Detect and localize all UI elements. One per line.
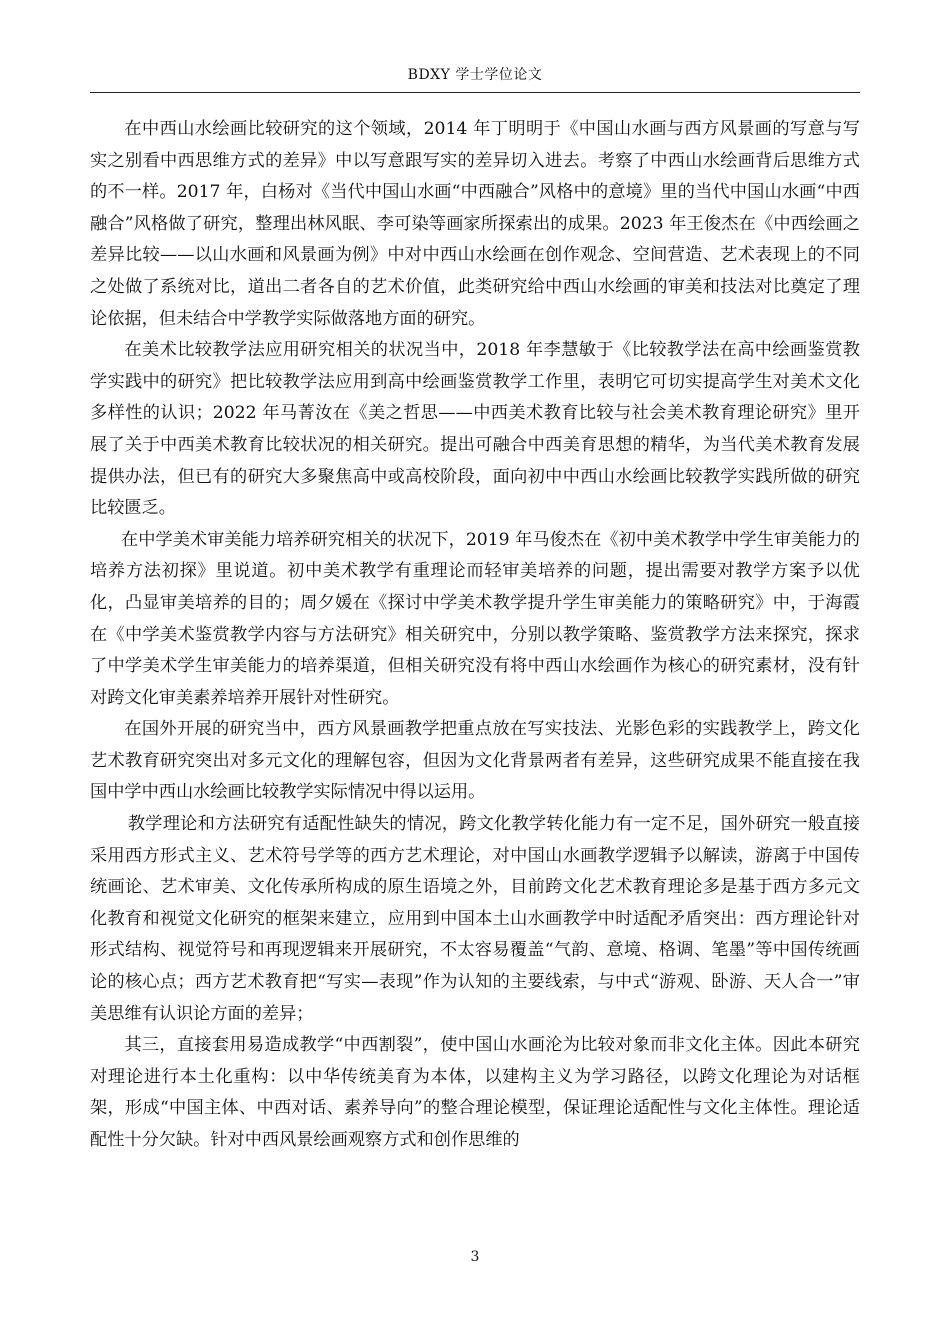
paragraph-landscape-comparison-review: 在中西山水绘画比较研究的这个领域，2014 年丁明明于《中国山水画与西方风景画的写意与写实之别看中西思维方式的差异》中以写意跟写实的差异切入进去。考察了中西山水绘画背后思维方式的不一样。2017 年，白杨对《当代中国山水画“中西融合”风格中的意境》里的当代中国山水画“中西融合”风格做了研究，整理出林风眠、李可染等画家所探索出的成果。2023 年王俊杰在《中西绘画之差异比较——以山水画和风景画为例》中对中西山水绘画在创作观念、空间营造、艺术表现上的不同之处做了系统对比，道出二者各自的艺术价值，此类研究给中西山水绘画的审美和技法对比奠定了理论依据，但未结合中学教学实际做落地方面的研究。 [90, 119, 860, 329]
paragraph-comparative-teaching-review: 在美术比较教学法应用研究相关的状况当中，2018 年李慧敏于《比较教学法在高中绘画鉴赏教学实践中的研究》把比较教学法应用到高中绘画鉴赏教学工作里，表明它可切实提高学生对美术文化多样性的认识；2022 年马菁汝在《美之哲思——中西美术教育比较与社会美术教育理论研究》里开展了关于中西美术教育比较状况的相关研究。提出可融合中西美育思想的精华，为当代美术教育发展提供办法，但已有的研究大多聚焦高中或高校阶段，面向初中中西山水绘画比较教学实践所做的研究比较匮乏。 [90, 340, 860, 519]
paragraph-aesthetic-ability-review: 在中学美术审美能力培养研究相关的状况下，2019 年马俊杰在《初中美术教学中学生审美能力的培养方法初探》里说道。初中美术教学有重理论而轻审美培养的问题，提出需要对教学方案予以优化，凸显审美培养的目的；周夕媛在《探讨中学美术教学提升学生审美能力的策略研究》中，于海霞在《中学美术鉴赏教学内容与方法研究》相关研究中，分别以教学策略、鉴赏教学方法来探究，探求了中学美术学生审美能力的培养渠道，但相关研究没有将中西山水绘画作为核心的研究素材，没有针对跨文化审美素养培养开展针对性研究。 [90, 529, 860, 708]
page-number: 3 [470, 1249, 480, 1265]
paragraph-theory-adaptation-issue: 教学理论和方法研究有适配性缺失的情况，跨文化教学转化能力有一定不足，国外研究一般直接采用西方形式主义、艺术符号学等的西方艺术理论，对中国山水画教学逻辑予以解读，游离于中国传统画论、艺术审美、文化传承所构成的原生语境之外，目前跨文化艺术教育理论多是基于西方多元文化教育和视觉文化研究的框架来建立，应用到中国本土山水画教学中时适配矛盾突出：西方理论针对形式结构、视觉符号和再现逻辑来开展研究，不太容易覆盖“气韵、意境、格调、笔墨”等中国传统画论的核心点；西方艺术教育把“写实—表现”作为认知的主要线索，与中式“游观、卧游、天人合一”审美思维有认识论方面的差异； [90, 814, 860, 1024]
paragraph-foreign-research-review: 在国外开展的研究当中，西方风景画教学把重点放在写实技法、光影色彩的实践教学上，跨文化艺术教育研究突出对多元文化的理解包容，但因为文化背景两者有差异，这些研究成果不能直接在我国中学中西山水绘画比较教学实际情况中得以运用。 [90, 719, 860, 803]
body-text [90, 114, 860, 1157]
running-header: BDXY 学士学位论文 [407, 67, 543, 83]
header-rule [90, 92, 860, 93]
paragraph-localized-reconstruction: 其三，直接套用易造成教学“中西割裂”，使中国山水画沦为比较对象而非文化主体。因此本研究对理论进行本土化重构：以中华传统美育为本体，以建构主义为学习路径，以跨文化理论为对话框架，形成“中国主体、中西对话、素养导向”的整合理论模型，保证理论适配性与文化主体性。理论适配性十分欠缺。针对中西风景绘画观察方式和创作思维的 [90, 1035, 860, 1150]
